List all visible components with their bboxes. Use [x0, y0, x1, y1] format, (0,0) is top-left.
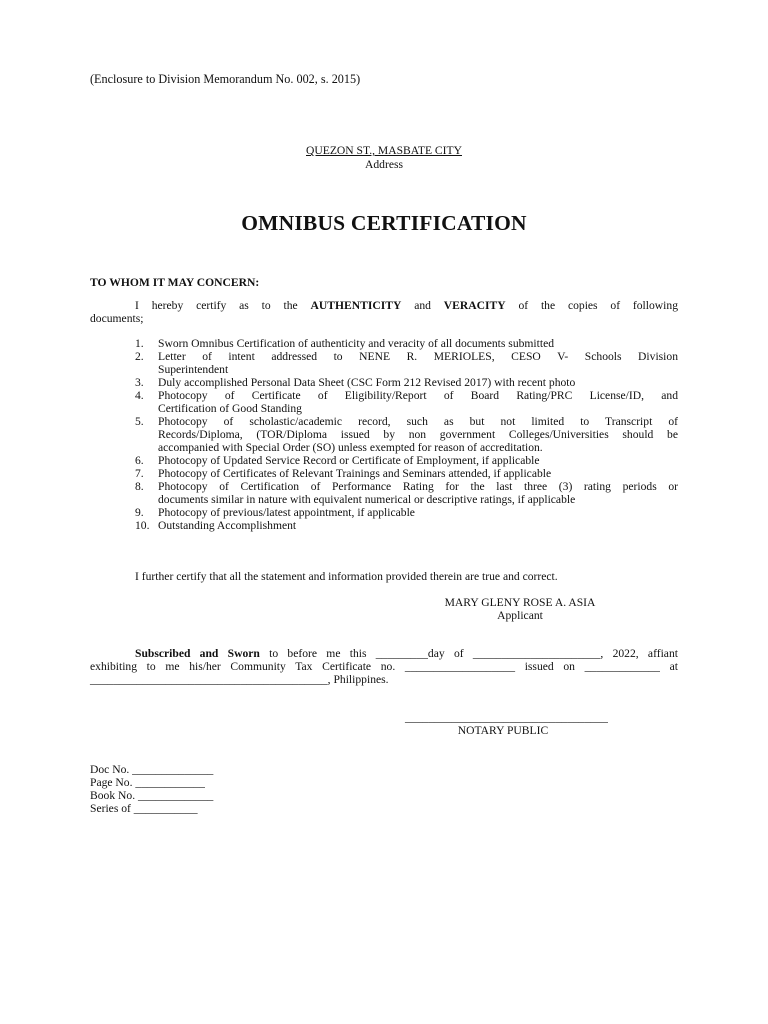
sworn-line3: _________________________________________, Philippines.	[90, 673, 389, 686]
further-certification: I further certify that all the statement and information provided therein are true and correct.	[135, 570, 558, 583]
list-item-number: 9.	[135, 506, 144, 519]
intro-text-3: of the copies of following	[505, 299, 678, 312]
list-item-text	[158, 390, 678, 416]
list-item-text	[158, 507, 678, 520]
doc-no: Doc No. ______________	[90, 763, 214, 776]
sworn-bold: Subscribed and Sworn	[135, 647, 260, 660]
notary-label: NOTARY PUBLIC	[457, 724, 549, 737]
list-item-number: 8.	[135, 480, 144, 493]
intro-text-2: and	[401, 299, 444, 312]
list-item-number: 5.	[135, 415, 144, 428]
page-no: Page No. ____________	[90, 776, 205, 789]
list-item-line: accompanied with Special Order (SO) unless exempted for reason of accreditation.	[158, 440, 543, 454]
notary-signature-line: ___________________________________	[405, 711, 608, 724]
list-item-line: Photocopy of Updated Service Record or Certificate of Employment, if applicable	[158, 454, 540, 467]
list-item-line: Duly accomplished Personal Data Sheet (CSC Form 212 Revised 2017) with recent photo	[158, 376, 576, 389]
intro-authenticity: AUTHENTICITY	[310, 299, 402, 312]
sworn-line1	[135, 647, 678, 660]
salutation: TO WHOM IT MAY CONCERN:	[90, 276, 260, 289]
sworn-line2: exhibiting to me his/her Community Tax Certificate no. ___________________ issued on _____________ at	[90, 660, 678, 673]
list-item-number: 1.	[135, 337, 144, 350]
list-item-text	[158, 455, 678, 468]
list-item-line: documents similar in nature with equivalent numerical or descriptive ratings, if applicable	[158, 492, 576, 506]
intro-text-1: I hereby certify as to the	[135, 299, 311, 312]
list-item-number: 2.	[135, 350, 144, 363]
list-item-line: Letter of intent addressed to NENE R. MERIOLES, CESO V- Schools Division	[158, 350, 678, 363]
sworn-rest: to before me this _________day of ______________________, 2022, affiant	[259, 647, 678, 660]
list-item-line: Records/Diploma, (TOR/Diploma issued by non government Colleges/Universities should be	[158, 427, 678, 441]
list-item-text	[158, 468, 678, 481]
list-item-line: Certification of Good Standing	[158, 401, 302, 415]
book-no: Book No. _____________	[90, 789, 214, 802]
list-item-number: 6.	[135, 454, 144, 467]
list-item-line: Photocopy of scholastic/academic record, such as but not limited to Transcript of	[158, 415, 678, 428]
enclosure-note: (Enclosure to Division Memorandum No. 002, s. 2015)	[90, 72, 361, 86]
list-item-text	[158, 338, 678, 351]
series-of: Series of ___________	[90, 802, 198, 815]
list-item-text	[158, 351, 678, 377]
list-item-line: Superintendent	[158, 362, 229, 376]
list-item-text	[158, 481, 678, 507]
list-item-line: Photocopy of Certificates of Relevant Trainings and Seminars attended, if applicable	[158, 467, 552, 480]
intro-paragraph-line2: documents;	[90, 312, 144, 325]
list-item-number: 4.	[135, 389, 144, 402]
applicant-label: Applicant	[497, 609, 543, 622]
list-item-text	[158, 520, 678, 533]
list-item-text	[158, 377, 678, 390]
list-item-line: Outstanding Accomplishment	[158, 519, 297, 532]
address-label: Address	[365, 158, 403, 171]
list-item-line: Photocopy of Certificate of Eligibility/Report of Board Rating/PRC License/ID, and	[158, 389, 678, 402]
list-item-text	[158, 416, 678, 454]
list-item-line: Photocopy of Certification of Performance Rating for the last three (3) rating periods or	[158, 480, 678, 493]
list-item-number: 10.	[135, 519, 150, 532]
intro-paragraph-line1	[135, 299, 678, 312]
list-item-number: 7.	[135, 467, 144, 480]
list-item-line: Sworn Omnibus Certification of authenticity and veracity of all documents submitted	[158, 337, 555, 350]
list-item-line: Photocopy of previous/latest appointment, if applicable	[158, 506, 415, 519]
document-title: OMNIBUS CERTIFICATION	[241, 211, 527, 235]
address-value: QUEZON ST., MASBATE CITY	[306, 144, 462, 157]
intro-veracity: VERACITY	[443, 299, 506, 312]
list-item-number: 3.	[135, 376, 144, 389]
applicant-name: MARY GLENY ROSE A. ASIA	[444, 596, 596, 609]
